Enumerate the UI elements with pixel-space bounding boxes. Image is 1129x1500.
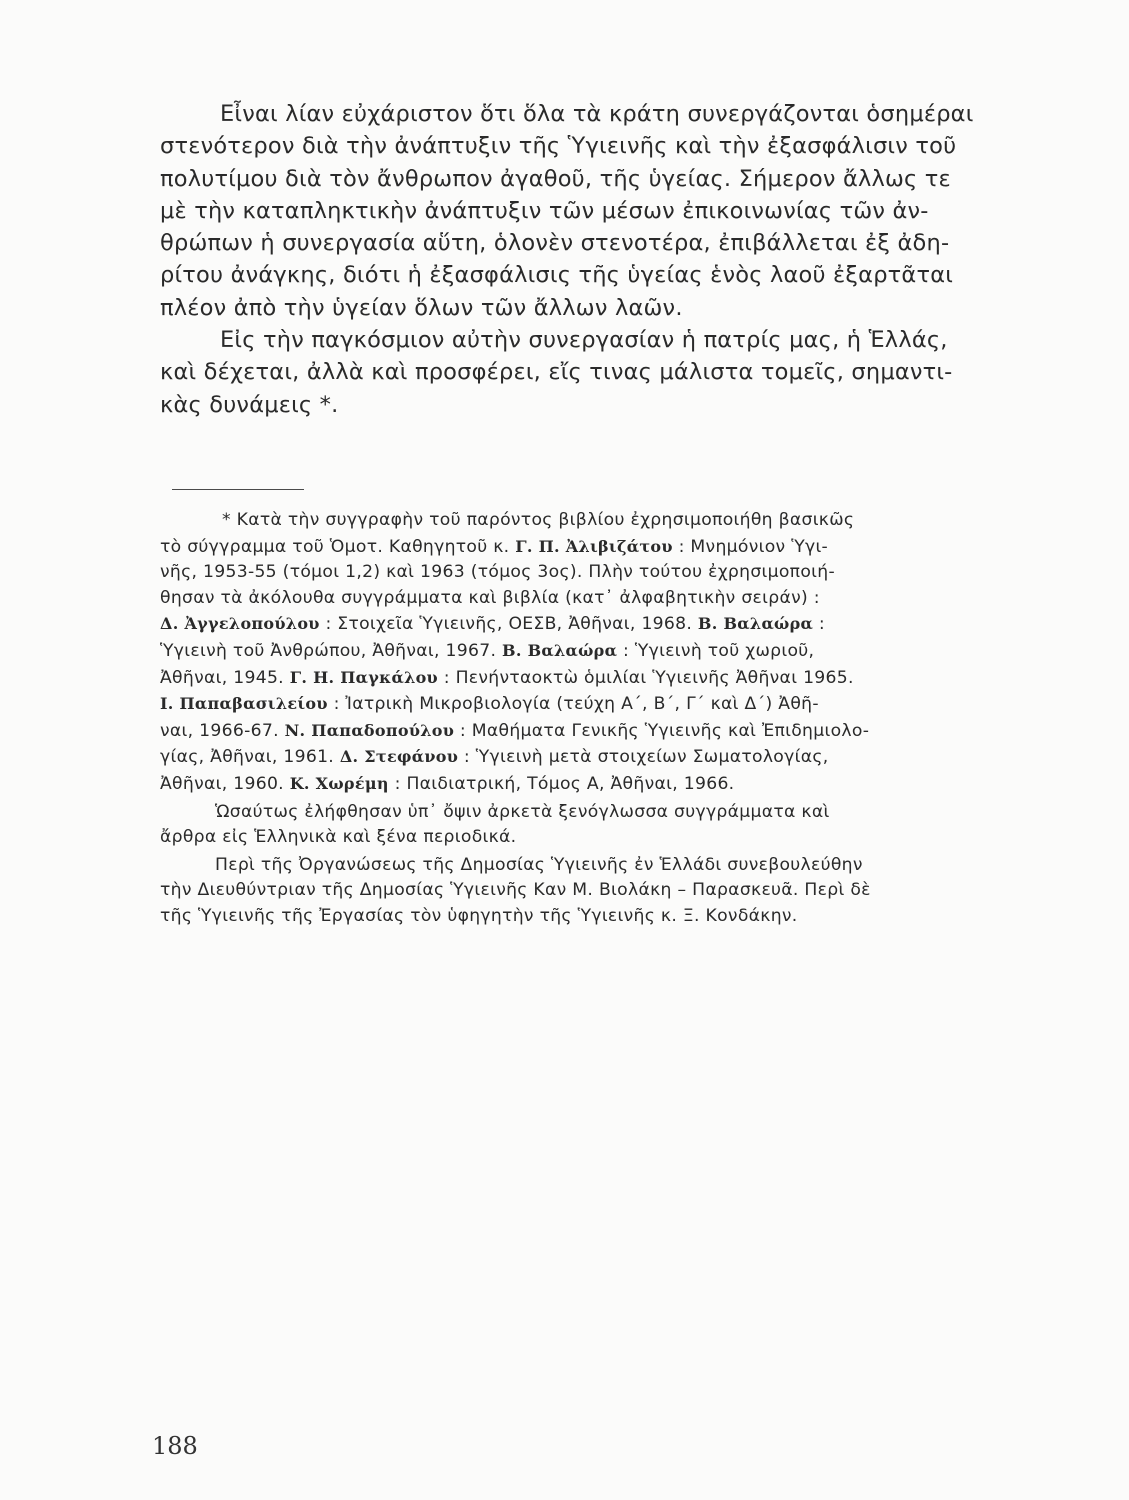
main-text-line: στενότερον διὰ τὴν ἀνάπτυξιν τῆς Ὑγιεινῆς καὶ τὴν ἐξασφάλισιν τοῦ bbox=[160, 133, 957, 160]
author-name: Δ. Ἀγγελοπούλου bbox=[160, 614, 320, 634]
main-text-line: θρώπων ἡ συνεργασία αὕτη, ὁλονὲν στενοτέρα, ἐπιβάλλεται ἐξ ἀδη- bbox=[160, 230, 950, 257]
footnote-text: Ἀθῆναι, 1945. bbox=[160, 667, 290, 688]
footnote-text: Ὑγιεινὴ τοῦ Ἀνθρώπου, Ἀθῆναι, 1967. bbox=[160, 640, 503, 661]
footnote-line: Περὶ τῆς Ὀργανώσεως τῆς Δημοσίας Ὑγιεινῆς ἐν Ἑλλάδι συνεβουλεύθην bbox=[215, 854, 863, 875]
author-name: Ν. Παπαδοπούλου bbox=[284, 720, 455, 740]
footnote-line: θησαν τὰ ἀκόλουθα συγγράμματα καὶ βιβλία (κατ᾿ ἀλφαβητικὴν σειράν) : bbox=[160, 587, 820, 608]
footnote-line bbox=[160, 665, 1040, 692]
main-text-block bbox=[160, 98, 1040, 421]
main-text-line: ρίτου ἀνάγκης, διότι ἡ ἐξασφάλισις τῆς ὑγείας ἑνὸς λαοῦ ἐξαρτᾶται bbox=[160, 262, 954, 289]
author-name: Γ. Η. Παγκάλου bbox=[289, 667, 438, 687]
footnote-text: : Ὑγιεινὴ μετὰ στοιχείων Σωματολογίας, bbox=[458, 747, 829, 768]
main-text-line: πλέον ἀπὸ τὴν ὑγείαν ὅλων τῶν ἄλλων λαῶν. bbox=[160, 294, 683, 321]
footnote-text: : bbox=[813, 614, 825, 635]
footnote-line: τὴν Διευθύντριαν τῆς Δημοσίας Ὑγιεινῆς Καν Μ. Βιολάκη – Παρασκευᾶ. Περὶ δὲ bbox=[160, 880, 871, 901]
author-name: Κ. Χωρέμη bbox=[289, 773, 389, 793]
main-text-line: πολυτίμου διὰ τὸν ἄνθρωπον ἀγαθοῦ, τῆς ὑγείας. Σήμερον ἄλλως τε bbox=[160, 165, 951, 192]
footnote-line: Ὡσαύτως ἐλήφθησαν ὑπ᾿ ὄψιν ἀρκετὰ ξενόγλωσσα συγγράμματα καὶ bbox=[215, 801, 830, 822]
main-text-line: μὲ τὴν καταπληκτικὴν ἀνάπτυξιν τῶν μέσων ἐπικοινωνίας τῶν ἀν- bbox=[160, 197, 929, 224]
main-text-line: καὶ δέχεται, ἀλλὰ καὶ προσφέρει, εἴς τινας μάλιστα τομεῖς, σημαντι- bbox=[160, 359, 953, 386]
footnote-text: τὸ σύγγραμμα τοῦ Ὁμοτ. Καθηγητοῦ κ. bbox=[160, 536, 516, 557]
footnote-divider bbox=[172, 489, 304, 490]
footnote-line: τῆς Ὑγιεινῆς τῆς Ἐργασίας τὸν ὑφηγητὴν τῆς Ὑγιεινῆς κ. Ξ. Κονδάκην. bbox=[160, 905, 798, 926]
author-name: Γ. Π. Ἀλιβιζάτου bbox=[515, 536, 673, 556]
footnote-text: : Στοιχεῖα Ὑγιεινῆς, ΟΕΣΒ, Ἀθῆναι, 1968. bbox=[319, 614, 698, 635]
footnote-text: : Ἰατρικὴ Μικροβιολογία (τεύχη Α΄, Β΄, Γ΄ καὶ Δ΄) Ἀθῆ- bbox=[327, 694, 819, 715]
footnote-line: νῆς, 1953-55 (τόμοι 1,2) καὶ 1963 (τόμος 3ος). Πλὴν τούτου ἐχρησιμοποιή- bbox=[160, 562, 835, 583]
footnote-text: γίας, Ἀθῆναι, 1961. bbox=[160, 747, 340, 768]
footnote-line bbox=[160, 744, 1040, 771]
footnote-line bbox=[160, 534, 1040, 561]
footnote-text: : Πενήνταοκτὼ ὁμιλίαι Ὑγιεινῆς Ἀθῆναι 1965. bbox=[437, 667, 854, 688]
footnote-line: * Κατὰ τὴν συγγραφὴν τοῦ παρόντος βιβλίου ἐχρησιμοποιήθη βασικῶς bbox=[222, 510, 855, 530]
author-name: Δ. Στεφάνου bbox=[339, 747, 459, 767]
footnote-text: : Ὑγιεινὴ τοῦ χωριοῦ, bbox=[617, 640, 815, 661]
footnote-line bbox=[160, 611, 1040, 638]
footnote-block bbox=[160, 508, 1040, 930]
footnote-text: : Παιδιατρική, Τόμος Α, Ἀθῆναι, 1966. bbox=[388, 773, 735, 794]
main-text-line: Εἰς τὴν παγκόσμιον αὐτὴν συνεργασίαν ἡ πατρίς μας, ἡ Ἑλλάς, bbox=[220, 327, 948, 354]
footnote-line bbox=[160, 691, 1040, 718]
author-name: Ι. Παπαβασιλείου bbox=[160, 694, 328, 714]
footnote-line: ἄρθρα εἰς Ἑλληνικὰ καὶ ξένα περιοδικά. bbox=[160, 827, 517, 848]
footnote-line bbox=[160, 638, 1040, 665]
footnote-text: ναι, 1966-67. bbox=[160, 720, 285, 741]
author-name: Β. Βαλαώρα bbox=[697, 614, 814, 634]
footnote-text: Ἀθῆναι, 1960. bbox=[160, 773, 290, 794]
footnote-line bbox=[160, 718, 1040, 745]
author-name: Β. Βαλαώρα bbox=[502, 640, 618, 660]
footnote-line bbox=[160, 771, 1040, 798]
main-text-line: Εἶναι λίαν εὐχάριστον ὅτι ὅλα τὰ κράτη συνεργάζονται ὁσημέραι bbox=[220, 101, 974, 127]
footnote-text: : Μνημόνιον Ὑγι- bbox=[672, 536, 829, 557]
main-text-line: κὰς δυνάμεις *. bbox=[160, 391, 339, 418]
footnote-text: : Μαθήματα Γενικῆς Ὑγιεινῆς καὶ Ἐπιδημιολο- bbox=[454, 720, 870, 741]
page-number: 188 bbox=[152, 1432, 198, 1460]
